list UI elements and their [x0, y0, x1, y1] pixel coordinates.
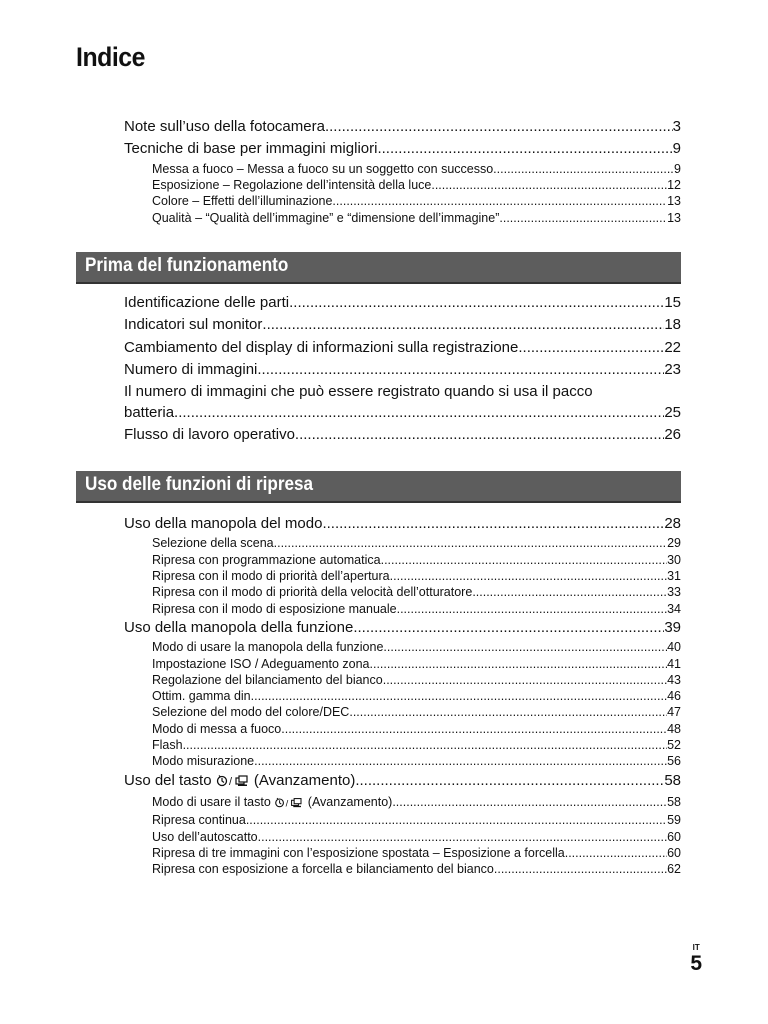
leader-dots: [258, 829, 667, 845]
leader-dots: [322, 513, 664, 535]
toc-subentry[interactable]: [152, 829, 681, 845]
toc-entry-wrapped-line[interactable]: [124, 382, 681, 402]
toc-entry-label: Numero di immagini: [124, 361, 258, 379]
toc-entry-page: 13: [667, 194, 681, 209]
toc-entry-label: Uso della manopola del modo: [124, 515, 323, 532]
toc-subentry[interactable]: [152, 721, 681, 737]
toc-entry-label: Selezione del modo del colore/DEC: [152, 705, 350, 720]
toc-entry-label: Il numero di immagini che può essere registrato quando si usa il pacco: [124, 382, 593, 400]
toc-entry[interactable]: [124, 424, 681, 446]
toc-entry[interactable]: [124, 359, 681, 381]
toc-entry-page: 33: [667, 585, 681, 600]
leader-dots: [353, 617, 664, 639]
toc-entry-page: 28: [664, 515, 681, 532]
toc-entry[interactable]: [124, 138, 681, 160]
leader-dots: [431, 177, 667, 193]
toc-entry-label-group: [124, 770, 355, 794]
toc-entry-label: Modo misurazione: [152, 754, 255, 769]
toc-subentry[interactable]: [152, 794, 681, 812]
toc-entry-page: 46: [667, 689, 681, 704]
toc-subentry[interactable]: [152, 753, 681, 769]
toc-entry-page: 60: [667, 829, 681, 844]
toc-entry[interactable]: [124, 770, 681, 794]
svg-text:/: /: [228, 775, 232, 787]
toc-subentry[interactable]: [152, 688, 681, 704]
section-list: [124, 292, 681, 446]
toc-entry-label: Flash: [152, 738, 183, 753]
toc-subentry[interactable]: [152, 601, 681, 617]
toc-entry[interactable]: [124, 292, 681, 314]
leader-dots: [325, 116, 673, 138]
leader-dots: [281, 721, 667, 737]
leader-dots: [174, 402, 664, 424]
toc-entry-page: 34: [667, 601, 681, 616]
leader-dots: [383, 639, 667, 655]
toc-entry-label: Uso della manopola della funzione: [124, 618, 354, 636]
leader-dots: [370, 656, 668, 672]
leader-dots: [349, 704, 667, 720]
toc-entry-label-suffix: (Avanzamento): [307, 795, 393, 810]
toc-subentry[interactable]: [152, 177, 681, 193]
toc-entry[interactable]: [124, 337, 681, 359]
leader-dots: [332, 193, 667, 209]
toc-entry-page: 58: [667, 795, 681, 810]
leader-dots: [254, 753, 667, 769]
toc-entry-page: 48: [667, 721, 681, 736]
toc-entry-label: Uso dell’autoscatto: [152, 829, 258, 844]
toc-entry-label: Messa a fuoco – Messa a fuoco su un soggetto con successo: [152, 161, 494, 176]
toc-entry-label: Ripresa con il modo di priorità dell’apertura: [152, 569, 390, 583]
toc-entry-page: 40: [667, 640, 681, 655]
toc-entry-label: Ripresa con esposizione a forcella e bilanciamento del bianco: [152, 862, 494, 877]
toc-entry-page: 41: [667, 656, 681, 671]
toc-subentry[interactable]: [152, 639, 681, 655]
leader-dots: [183, 737, 668, 753]
toc-entry-label: Ripresa di tre immagini con l’esposizione spostata – Esposizione a forcella: [152, 845, 565, 860]
toc-entry-page: 56: [667, 754, 681, 769]
toc-entry-page: 31: [667, 569, 681, 583]
leader-dots: [499, 210, 667, 226]
toc-subentry[interactable]: [152, 845, 681, 861]
toc-entry[interactable]: [124, 314, 681, 336]
toc-entry-label: Modo di messa a fuoco: [152, 721, 282, 736]
leader-dots: [295, 424, 664, 446]
toc-entry-page: 3: [672, 118, 681, 135]
leader-dots: [262, 314, 664, 336]
toc-subentry[interactable]: [152, 193, 681, 209]
toc-subentry[interactable]: [152, 737, 681, 753]
intro-list: [124, 116, 681, 226]
toc-subentry[interactable]: [152, 656, 681, 672]
toc-entry[interactable]: [124, 617, 681, 639]
toc-entry-page: 23: [664, 361, 681, 379]
toc-entry-page: 22: [664, 338, 681, 356]
toc-entry-page: 30: [667, 552, 681, 567]
leader-dots: [518, 337, 664, 359]
toc-entry-label: Regolazione del bilanciamento del bianco: [152, 672, 383, 687]
toc-entry-page: 25: [664, 403, 681, 421]
toc-entry-page: 62: [667, 862, 681, 877]
toc-entry-page: 26: [664, 426, 681, 444]
toc-entry-page: 59: [667, 813, 681, 828]
page-title: Indice: [76, 42, 146, 72]
toc-subentry[interactable]: [152, 672, 681, 688]
toc-subentry[interactable]: [152, 584, 681, 600]
toc-entry-label-group: [152, 794, 392, 812]
toc-entry[interactable]: [124, 116, 681, 138]
drive-mode-icon: [274, 796, 304, 812]
section-title: Uso delle funzioni di ripresa: [85, 474, 314, 495]
toc-entry-page: 47: [667, 705, 681, 720]
toc-entry-label: Identificazione delle parti: [124, 294, 290, 311]
toc-entry-label: Note sull’uso della fotocamera: [124, 118, 325, 135]
toc-entry-label: Qualità – “Qualità dell’immagine” e “dimensione dell’immagine”: [152, 210, 500, 225]
toc-subentry[interactable]: [152, 535, 681, 551]
page-footer: [690, 943, 702, 975]
leader-dots: [254, 688, 667, 704]
toc-entry[interactable]: [124, 513, 681, 535]
toc-entry-page: 60: [667, 845, 681, 860]
leader-dots: [274, 535, 667, 551]
toc-entry-label: Colore – Effetti dell’illuminazione: [152, 194, 333, 209]
leader-dots: [246, 812, 667, 828]
toc-entry-label: Flusso di lavoro operativo: [124, 426, 295, 444]
toc-entry-label: Impostazione ISO / Adeguamento zona: [152, 656, 370, 671]
toc-entry-page: 13: [667, 210, 681, 225]
toc-entry-label: batteria: [124, 403, 175, 421]
toc-subentry[interactable]: [152, 861, 681, 877]
toc-entry-label: Modo di usare il tasto: [152, 795, 271, 810]
toc-entry-page: 29: [667, 536, 681, 551]
toc-entry-page: 12: [667, 178, 681, 193]
toc-entry[interactable]: [124, 402, 681, 424]
leader-dots: [397, 601, 668, 617]
leader-dots: [355, 770, 664, 792]
toc-subentry[interactable]: [152, 704, 681, 720]
leader-dots: [565, 845, 667, 861]
toc-entry-label: Uso del tasto: [124, 771, 212, 789]
leader-dots: [494, 861, 667, 877]
leader-dots: [289, 292, 664, 314]
leader-dots: [493, 161, 674, 177]
toc-entry-page: 39: [664, 618, 681, 636]
leader-dots: [392, 794, 667, 810]
toc-entry-label: Ripresa con il modo di priorità della velocità dell’otturatore: [152, 585, 473, 600]
toc-entry-label: Cambiamento del display di informazioni sulla registrazione: [124, 338, 519, 356]
toc-subentry[interactable]: [152, 812, 681, 828]
leader-dots: [257, 359, 664, 381]
toc-entry-page: 9: [672, 140, 681, 158]
toc-entry-label: Selezione della scena: [152, 536, 274, 551]
toc-entry-page: 52: [667, 738, 681, 753]
toc-entry-page: 15: [664, 294, 681, 311]
toc-entry-page: 18: [664, 316, 681, 334]
toc-entry-page: 9: [674, 161, 681, 176]
toc-entry-label: Indicatori sul monitor: [124, 316, 263, 334]
leader-dots: [390, 568, 667, 584]
toc-entry-page: 43: [667, 672, 681, 687]
toc-entry-label: Ottim. gamma din.: [152, 689, 255, 704]
section-list: [124, 513, 681, 878]
leader-dots: [472, 584, 667, 600]
section-header: [76, 471, 681, 503]
toc-entry-page: 58: [664, 771, 681, 789]
page-number: 5: [690, 952, 702, 975]
toc-entry-label: Tecniche di base per immagini migliori: [124, 140, 378, 158]
toc-entry-label: Ripresa continua: [152, 813, 246, 828]
leader-dots: [377, 138, 672, 160]
toc-entry-label: Ripresa con programmazione automatica: [152, 552, 381, 567]
toc-subentry[interactable]: [152, 552, 681, 568]
toc-entry-label: Modo di usare la manopola della funzione: [152, 640, 384, 655]
toc-subentry[interactable]: [152, 568, 681, 584]
toc-entry-label-suffix: (Avanzamento): [253, 771, 356, 789]
toc-subentry[interactable]: [152, 210, 681, 226]
section-title: Prima del funzionamento: [85, 255, 289, 276]
toc-subentry[interactable]: [152, 161, 681, 177]
leader-dots: [383, 672, 667, 688]
section-header: [76, 252, 681, 284]
svg-text:/: /: [285, 797, 289, 809]
drive-mode-icon: [216, 772, 250, 794]
toc-entry-label: Ripresa con il modo di esposizione manuale: [152, 601, 397, 616]
language-code: IT: [692, 943, 700, 952]
toc-entry-label: Esposizione – Regolazione dell’intensità della luce: [152, 178, 432, 193]
leader-dots: [381, 552, 668, 568]
